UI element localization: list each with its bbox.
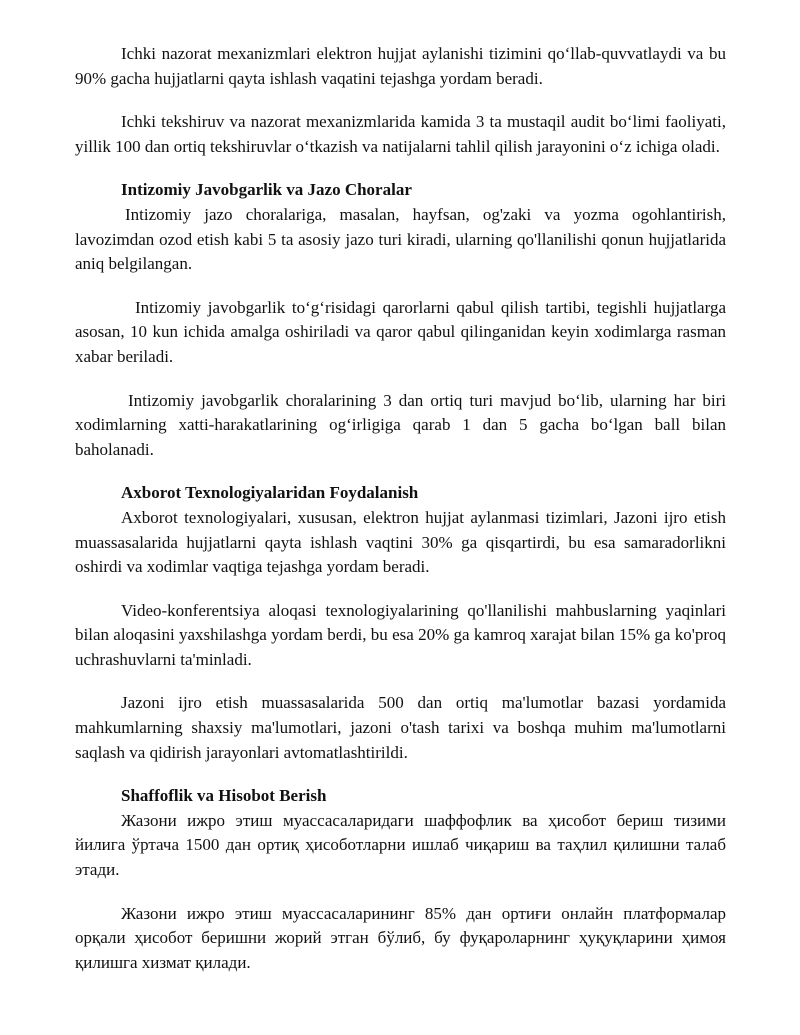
document-page: [75, 42, 726, 975]
paragraph: Жазони ижро этиш муассасаларининг 85% дан ортиғи онлайн платформалар орқали ҳисобот беришни жорий этган бўлиб, бу фуқароларнинг ҳуқуқларини ҳимоя қилишга хизмат қилади.: [75, 903, 726, 972]
paragraph: Intizomiy javobgarlik to‘g‘risidagi qarorlarni qabul qilish tartibi, tegishli hujjatlarga asosan, 10 kun ichida amalga oshiriladi va qaror qabul qilinganidan keyin xodimlarga rasman xabar beriladi.: [75, 297, 726, 366]
paragraph: Жазони ижро этиш муассасаларидаги шаффофлик ва ҳисобот бериш тизими йилига ўртача 1500 дан ортиқ ҳисоботларни ишлаб чиқариш ва таҳлил қилишни талаб этади.: [75, 810, 726, 880]
paragraph: Ichki tekshiruv va nazorat mexanizmlarida kamida 3 ta mustaqil audit bo‘limi faoliyati, yillik 100 dan ortiq tekshiruvlar o‘tkazish va natijalarni tahlil qilish jarayonini o‘z ichiga oladi.: [75, 112, 726, 156]
section-heading: Intizomiy Javobgarlik va Jazo Choralar: [121, 180, 412, 200]
paragraph: Video-konferentsiya aloqasi texnologiyalarining qo'llanilishi mahbuslarning yaqinlari bilan aloqasini yaxshilashga yordam berdi, bu esa 20% ga kamroq xarajat bilan 15% ga ko'proq uchrashuvlarni ta'minladi.: [75, 600, 726, 669]
paragraph: Jazoni ijro etish muassasalarida 500 dan ortiq ma'lumotlar bazasi yordamida mahkumlarning shaxsiy ma'lumotlari, jazoni o'tash tarixi va boshqa muhim ma'lumotlarni saqlash va qidirish jarayonlari avtomatlashtirildi.: [75, 693, 726, 762]
section-heading: Axborot Texnologiyalaridan Foydalanish: [121, 483, 419, 503]
paragraph: Intizomiy jazo choralariga, masalan, hayfsan, og'zaki va yozma ogohlantirish, lavozimdan ozod etish kabi 5 ta asosiy jazo turi kiradi, ularning qo'llanilishi qonun hujjatlarida aniq belgilangan.: [75, 204, 726, 274]
paragraph: Intizomiy javobgarlik choralarining 3 dan ortiq turi mavjud bo‘lib, ularning har biri xodimlarning xatti-harakatlarining og‘irligiga qarab 1 dan 5 gacha bo‘lgan ball bilan baholanadi.: [75, 390, 726, 459]
paragraph: Axborot texnologiyalari, xususan, elektron hujjat aylanmasi tizimlari, Jazoni ijro etish muassasalarida hujjatlarni qayta ishlash vaqtini 30% ga qisqartirdi, bu esa samaradorlikni oshirdi va xodimlar vaqtiga tejashga yordam beradi.: [75, 507, 726, 577]
paragraph: Ichki nazorat mexanizmlari elektron hujjat aylanishi tizimini qo‘llab-quvvatlaydi va bu 90% gacha hujjatlarni qayta ishlash vaqatini tejashga yordam beradi.: [75, 44, 726, 88]
section-heading: Shaffoflik va Hisobot Berish: [121, 786, 327, 806]
